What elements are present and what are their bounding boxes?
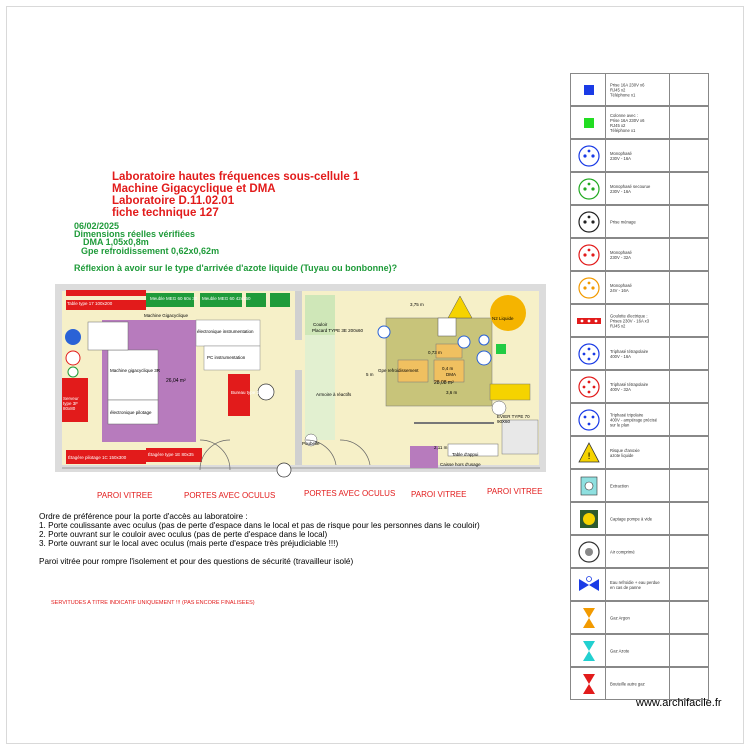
legend-row: Colonne avec : Prise 16A 230V x6 RJ45 x2 Téléphone x1	[570, 106, 709, 139]
portes-oculus-1: PORTES AVEC OCULUS	[184, 491, 276, 500]
title-line-3: Laboratoire D.11.02.01	[112, 195, 235, 207]
notes-paroi: Paroi vitrée pour rompre l'isolement et pour des questions de sécurité (travailleur isolé)	[39, 557, 354, 566]
dim-b: 3,6 m	[446, 390, 458, 395]
eau-refroidie-plan-icon	[65, 329, 81, 345]
legend-row: Prise ménage	[570, 205, 709, 238]
legend-row: Monophasé secourue 230V - 16A	[570, 172, 709, 205]
placard-label: Placard TYPE 3E 200x60	[312, 328, 363, 333]
n2-label: N2 Liquide	[492, 316, 514, 321]
elec-instr-label: électronique instrumentation	[197, 329, 254, 334]
dim-c: 2,11 m	[434, 445, 448, 450]
watermark[interactable]: www.archifacile.fr	[636, 697, 722, 709]
legend-row: Monophasé 230V - 32A	[570, 238, 709, 271]
green-square-icon	[577, 111, 601, 135]
legend-row: Bouteille autre gaz	[570, 667, 709, 700]
title-line-2: Machine Gigacyclique et DMA	[112, 183, 276, 195]
mono-secours-icon	[577, 177, 601, 201]
gaz-argon-icon	[577, 606, 601, 630]
dma-size: 0,4 m	[442, 366, 454, 371]
info-dma: DMA 1,05x0,8m	[83, 237, 149, 247]
right-room-area: 28,08 m²	[434, 380, 454, 386]
info-dimensions: Dimensions réelles vérifiées	[74, 229, 196, 239]
notes-servitudes: SERVITUDES A TITRE INDICATIF UNIQUEMENT !!! (PAS ENCORE FINALISEES)	[51, 600, 255, 606]
bottom-table-2-label: Étagère type 1E 80x35	[148, 452, 194, 457]
legend-row: Goulotte électrique : Prises 230V - 16A x3 RJ45 x2	[570, 304, 709, 337]
bouteille-gaz-icon	[577, 672, 601, 696]
small-table	[88, 322, 128, 350]
mono-16a-icon	[577, 144, 601, 168]
machine-giga-box	[108, 350, 161, 400]
air-comprime-icon	[577, 540, 601, 564]
legend-row: Eau refroidie + eau perdue en cas de panne	[570, 568, 709, 601]
legend-row: Triphasé tétrapolaire 400V - 32A	[570, 370, 709, 403]
elec-pilot-label: électronique pilotage	[110, 410, 152, 415]
title-line-1: Laboratoire hautes fréquences sous-cellule 1	[112, 171, 360, 183]
prise-menage-icon	[577, 210, 601, 234]
evier-label: EVIER TYPE 70 90X60	[497, 414, 530, 424]
extraction-icon	[577, 474, 601, 498]
width-dim: 3,75 m	[410, 302, 424, 307]
notes-item-3: 3. Porte ouvrant sur le local avec oculus (mais perte d'espace très préjudiciable !!!)	[39, 539, 339, 548]
bureau-red	[228, 374, 250, 416]
machine-giga-label: Machine gigacyclique 3R	[110, 368, 161, 373]
table-appui-label: Table d'appui	[452, 452, 479, 457]
green-meuble-2-label: Meuble MEG 60 42x150	[202, 296, 251, 301]
bottom-table-1-label: Étagère pilotage 1C 150x300	[68, 455, 127, 460]
blue-square-icon	[577, 78, 601, 102]
caisse-label: Caisse hors d'usage	[440, 462, 481, 467]
legend-row: Monophasé 230V - 16A	[570, 139, 709, 172]
notes-heading: Ordre de préférence pour la porte d'accès au laboratoire :	[39, 512, 248, 521]
info-reflexion: Réflexion à avoir sur le type d'arrivée d'azote liquide (Tuyau ou bonbonne)?	[74, 263, 398, 273]
paroi-vitree-2: PAROI VITREE	[411, 490, 467, 499]
armoire-label: Armoire à réactifs	[316, 392, 352, 397]
green-meuble-1-label: Meuble MEG 60 60x 30	[150, 296, 198, 301]
eau-refroidie-icon	[577, 573, 601, 597]
divider-opening	[295, 340, 302, 370]
divider-wall	[295, 291, 302, 465]
captage-icon	[577, 507, 601, 531]
poubelle-label: Poubelle	[302, 441, 320, 446]
notes-item-2: 2. Porte ouvrant sur le couloir avec oculus (pas de perte d'espace dans le local)	[39, 530, 328, 539]
tri-tripolaire-icon	[577, 408, 601, 432]
tri-32a-icon	[577, 375, 601, 399]
gpe-label: Gpe refroidissement	[378, 368, 419, 373]
legend-row: ! Risque d'anoxie azote liquide	[570, 436, 709, 469]
paroi-vitree-3: PAROI VITREE	[487, 487, 543, 496]
n2-tank	[490, 295, 526, 331]
title-line-4: fiche technique 127	[112, 207, 219, 219]
goulotte-icon	[577, 309, 601, 333]
serveur-label: Serveur type 3F 80x80	[63, 396, 79, 411]
dma-label: DMA	[446, 372, 456, 377]
paroi-vitree-1: PAROI VITREE	[97, 491, 153, 500]
mono-32a-icon	[577, 243, 601, 267]
dma-box	[434, 360, 464, 382]
pc-instr-label: PC instrumentation	[207, 355, 246, 360]
legend-row: Gaz Azote	[570, 634, 709, 667]
svg-text:!: !	[587, 452, 591, 462]
machine-giga-top-label: Machine Gigacyclique	[144, 313, 189, 318]
tri-16a-icon	[577, 342, 601, 366]
corridor-label: Couloir	[313, 322, 328, 327]
info-gpe: Gpe refroidissement 0,62x0,62m	[81, 246, 220, 256]
legend-row: Air comprimé	[570, 535, 709, 568]
mono-24v-icon	[577, 276, 601, 300]
evier-box	[502, 420, 538, 454]
legend-row: Gaz Argon	[570, 601, 709, 634]
dim-a: 0,73 m	[428, 350, 442, 355]
bureau-label: Bureau type 1B	[231, 390, 263, 395]
info-date: 06/02/2025	[74, 221, 120, 231]
legend-row: Captage pompe à vide	[570, 502, 709, 535]
legend-row: Extraction	[570, 469, 709, 502]
table-top-label: Table type 17 100x200	[67, 301, 113, 306]
notes-item-1: 1. Porte coulissante avec oculus (pas de perte d'espace dans le local et pas de risque pour les personnes dans le couloir)	[39, 521, 480, 530]
legend-row: Monophasé 24V - 16A	[570, 271, 709, 304]
left-room-area: 26,04 m²	[166, 378, 186, 384]
legend-row: Triphasé tripolaire 400V - ampérage précisé sur le plan	[570, 403, 709, 436]
legend-row: Prise 16A 230V x6 RJ45 x2 Téléphone x1	[570, 73, 709, 106]
green-meuble-4	[270, 293, 290, 307]
risque-azote-icon	[577, 441, 601, 465]
portes-oculus-2: PORTES AVEC OCULUS	[304, 489, 396, 498]
yellow-desk	[490, 384, 530, 400]
gaz-azote-icon	[577, 639, 601, 663]
legend-row: Triphasé tétrapolaire 400V - 16A	[570, 337, 709, 370]
height-dim: 5 m	[366, 372, 374, 377]
